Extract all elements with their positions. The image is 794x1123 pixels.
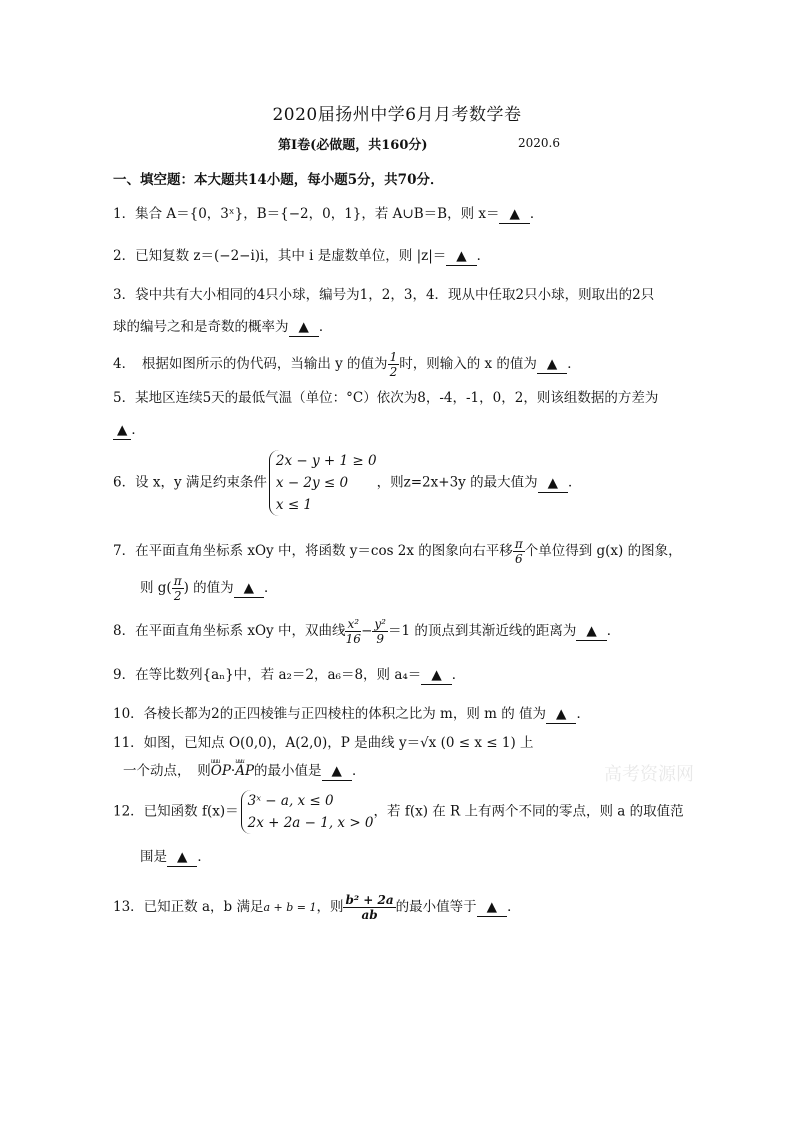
question-10: 10．各棱长都为2的正四棱锥与正四棱柱的体积之比为 m，则 m 的 值为 ▲ ． (113, 706, 590, 722)
answer-blank: ▲ (167, 848, 197, 867)
question-1: 1．集合 A＝{0，3ˣ}，B＝{−2，0，1}，若 A∪B＝B，则 x＝ ▲ ． (113, 206, 544, 222)
constraint-system: 2x − y + 1 ≥ 0 x − 2y ≤ 0 x ≤ 1 (269, 450, 377, 516)
question-11: 11．如图，已知点 O(0,0)，A(2,0)，P 是曲线 y＝√x (0 ≤ x ≤ 1) 上 一个动点， 则uuu OP·uuu AP的最小值是 ▲ ． (113, 734, 534, 781)
fraction: $\frac{\text{y²}}{9}$ (374, 617, 386, 646)
answer-blank: ▲ (477, 898, 507, 917)
answer-blank: ▲ (421, 666, 451, 685)
question-13: 13．已知正数 a，b 满足a + b = 1，则 $\frac{\text{b² + 2a}}{ab}$ 的最小值等于 ▲ ． (113, 893, 521, 922)
exam-date: 2020.6 (518, 136, 560, 150)
answer-blank: ▲ (446, 247, 476, 266)
question-2: 2．已知复数 z＝(−2−i)i，其中 i 是虚数单位，则 |z|＝ ▲ ． (113, 248, 491, 264)
section-heading: 一、填空题：本大题共14小题，每小题5分，共70分． (113, 172, 444, 188)
fraction: $\frac{\pi}{2}$ (173, 574, 182, 603)
fraction: $\frac{\pi}{6}$ (514, 537, 523, 566)
question-4: 4． 根据如图所示的伪代码，当输出 y 的值为 $\frac{1}{2}$ 时，则输入的 x 的值为 ▲ ． (113, 350, 581, 379)
fraction: $\frac{\text{x²}}{16}$ (345, 617, 361, 646)
fraction: $\frac{1}{2}$ (389, 350, 398, 379)
vector-ap: uuu AP (235, 762, 254, 780)
answer-blank: ▲ (234, 579, 264, 598)
question-6: 6．设 x，y 满足约束条件 2x − y + 1 ≥ 0 x − 2y ≤ 0 x ≤ 1 ，则z=2x+3y 的最大值为 ▲ ． (113, 450, 581, 516)
question-7: 7．在平面直角坐标系 xOy 中，将函数 y＝cos 2x 的图象向右平移 $\frac{\pi}{6}$ 个单位得到 g(x) 的图象， (113, 537, 682, 566)
question-8: 8．在平面直角坐标系 xOy 中，双曲线 $\frac{\text{x²}}{16}$ − $\frac{\text{y²}}{9}$ ＝1 的顶点到其渐近线的距离为 ▲ ． (113, 617, 621, 646)
question-12: 12．已知函数 f(x)＝ 3ˣ − a, x ≤ 0 2x + 2a − 1, x > 0 ，若 f(x) 在 R 上有两个不同的零点，则 a 的取值范 (113, 790, 684, 834)
answer-blank: ▲ (322, 762, 352, 781)
vector-op: uuu OP (211, 762, 231, 780)
answer-blank: ▲ (576, 622, 606, 641)
question-5: 5．某地区连续5天的最低气温（单位：°C）依次为8，-4，-1，0，2，则该组数据的方差为 ▲ ． (113, 390, 659, 438)
answer-blank: ▲ (499, 205, 529, 224)
answer-blank: ▲ (289, 318, 319, 337)
question-12-line-2: 围是 ▲ ． (140, 849, 211, 865)
question-7-line-2: 则 g( $\frac{\pi}{2}$ ) 的值为 ▲ ． (140, 574, 278, 603)
watermark: 高考资源网 (604, 764, 694, 785)
answer-blank: ▲ (546, 705, 576, 724)
question-3: 3．袋中共有大小相同的4只小球，编号为1，2，3，4．现从中任取2只小球，则取出的2只 球的编号之和是奇数的概率为 ▲ ． (113, 287, 655, 335)
fraction: $\frac{\text{b² + 2a}}{ab}$ (345, 893, 394, 922)
answer-blank: ▲ (538, 474, 568, 493)
answer-blank: ▲ (113, 421, 131, 440)
part-subtitle: 第Ⅰ卷(必做题，共160分) (278, 138, 428, 153)
page-title: 2020届扬州中学6月月考数学卷 (272, 105, 522, 125)
answer-blank: ▲ (537, 355, 567, 374)
piecewise-function: 3ˣ − a, x ≤ 0 2x + 2a − 1, x > 0 (241, 790, 374, 834)
question-9: 9．在等比数列{aₙ}中，若 a₂＝2，a₆＝8，则 a₄＝ ▲ ． (113, 667, 466, 683)
